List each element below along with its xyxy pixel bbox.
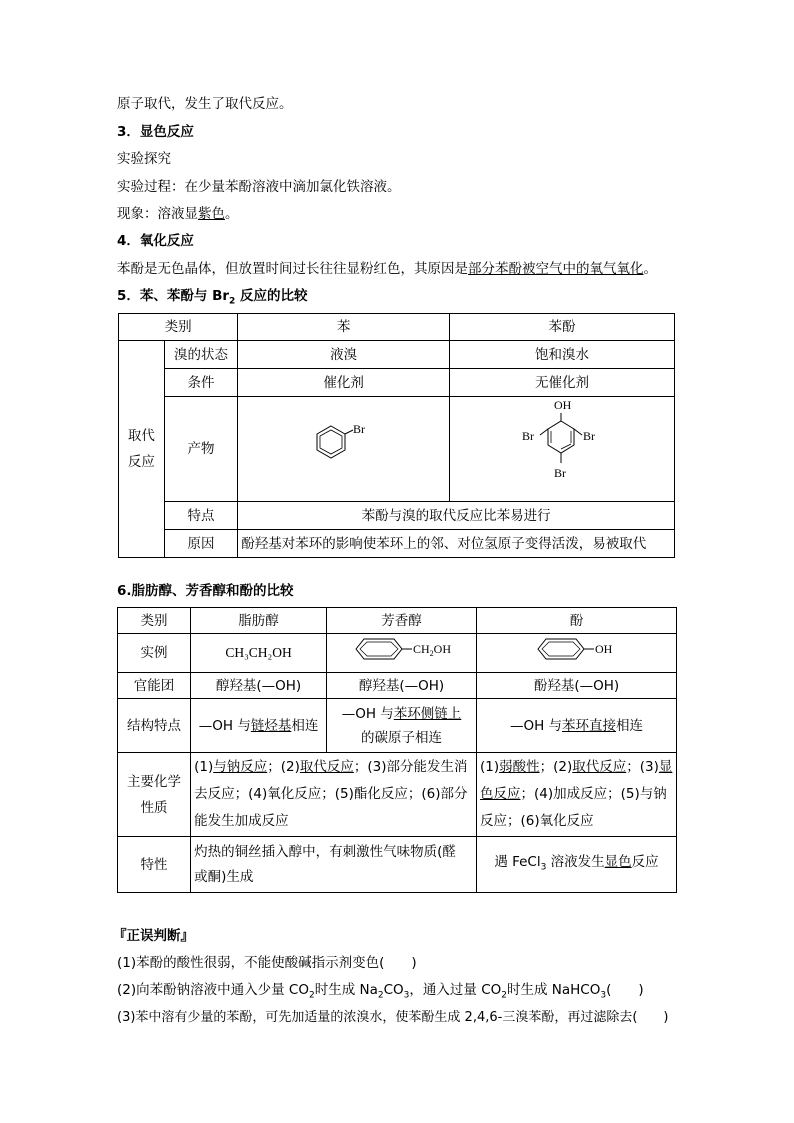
alcohol-chemical-properties: (1)与钠反应；(2)取代反应；(3)部分能发生消 去反应；(4)氧化反应；(5)酯化反应；(6)部分 能发生加成反应: [191, 753, 477, 837]
benzene-condition: 催化剂: [238, 369, 450, 397]
aromatic-functional-group: 醇羟基(—OH): [327, 673, 477, 699]
row-label-condition: 条件: [164, 369, 237, 397]
t2-row-label-example: 实例: [118, 634, 191, 673]
bromobenzene-diagram: [309, 420, 379, 470]
aromatic-structure: —OH 与苯环侧链上 的碳原子相连: [327, 699, 477, 753]
t2-header-category: 类别: [118, 608, 191, 634]
phenol-bromine-state: 饱和溴水: [450, 341, 675, 369]
t2-row-label-structure: 结构特点: [118, 699, 191, 753]
benzene-phenol-comparison-table: [118, 313, 675, 558]
header-category: 类别: [119, 314, 238, 341]
t2-row-label-characteristic: 特性: [118, 837, 191, 893]
judgement-q2: (2)向苯酚钠溶液中通入少量 $CO_2$时生成 $Na_2CO_3$，通入过量 $CO_2$时生成 NaHCO$_3$( ): [117, 982, 644, 1001]
br-left-label: Br: [522, 429, 535, 443]
judgement-q3: (3)苯中溶有少量的苯酚，可先加适量的浓溴水，使苯酚生成 2,4,6-三溴苯酚，再过滤除去( ): [117, 1010, 669, 1025]
header-phenol: 苯酚: [450, 314, 675, 341]
feature-value: 苯酚与溴的取代反应比苯易进行: [238, 502, 675, 530]
t2-header-aromatic-alcohol: 芳香醇: [327, 608, 477, 634]
t2-header-fatty-alcohol: 脂肪醇: [191, 608, 327, 634]
fatty-structure: —OH 与链烃基相连: [191, 699, 327, 753]
section-heading-3: 3．显色反应: [117, 124, 194, 140]
phenol-structure-feature: —OH 与苯环直接相连: [476, 699, 676, 753]
oh-label: OH: [554, 398, 572, 412]
bromobenzene-structure: [238, 397, 450, 502]
phenol-functional-group: 酚羟基(—OH): [476, 673, 676, 699]
phenol-diagram: [526, 634, 626, 664]
reason-value: 酚羟基对苯环的影响使苯环上的邻、对位氢原子变得活泼，易被取代: [238, 530, 675, 558]
header-benzene: 苯: [238, 314, 450, 341]
experiment-process: 实验过程：在少量苯酚溶液中滴加氯化铁溶液。: [117, 179, 401, 195]
benzyl-alcohol-diagram: [342, 634, 462, 664]
alcohol-phenol-comparison-table: [117, 607, 677, 893]
benzene-bromine-state: 液溴: [238, 341, 450, 369]
t2-header-phenol: 酚: [476, 608, 676, 634]
t2-row-label-chemical-properties: 主要化学 性质: [118, 753, 191, 837]
tribromophenol-diagram: [512, 397, 612, 493]
phenol-characteristic: 遇 FeCl$_3$ 溶液发生显色反应: [476, 837, 676, 893]
phenomenon-line: 现象：溶液显紫色。: [117, 206, 239, 222]
br-label: Br: [352, 422, 365, 436]
group-substitution: 取代 反应: [119, 341, 165, 558]
benzyl-alcohol-structure: [327, 634, 477, 673]
br-bottom-label: Br: [554, 466, 567, 480]
judgement-title: 『正误判断』: [113, 928, 194, 944]
alcohol-characteristic: 灼热的铜丝插入醇中，有刺激性气味物质(醛 或酮)生成: [191, 837, 477, 893]
row-label-bromine-state: 溴的状态: [164, 341, 237, 369]
phenol-oh-label: OH: [595, 642, 613, 656]
row-label-feature: 特点: [164, 502, 237, 530]
br-right-label: Br: [583, 429, 596, 443]
judgement-q1: (1)苯酚的酸性很弱，不能使酸碱指示剂变色( ): [117, 955, 417, 971]
ch2oh-label: $CH_2OH$: [412, 642, 451, 658]
tribromophenol-structure: [450, 397, 675, 502]
row-label-reason: 原因: [164, 530, 237, 558]
experiment-label: 实验探究: [117, 151, 171, 167]
fatty-functional-group: 醇羟基(—OH): [191, 673, 327, 699]
t2-row-label-functional-group: 官能团: [118, 673, 191, 699]
oxidation-text: 苯酚是无色晶体，但放置时间过长往往显粉红色，其原因是部分苯酚被空气中的氧气氧化。: [117, 261, 657, 277]
text-line-1: 原子取代，发生了取代反应。: [117, 96, 293, 112]
section-heading-4: 4．氧化反应: [117, 233, 194, 249]
section-heading-5: 5．苯、苯酚与 $Br_2$ 反应的比较: [117, 288, 308, 307]
row-label-product: 产物: [164, 397, 237, 502]
phenol-chemical-properties: (1)弱酸性；(2)取代反应；(3)显 色反应；(4)加成反应；(5)与钠 反应；(6)氧化反应: [476, 753, 676, 837]
phenol-condition: 无催化剂: [450, 369, 675, 397]
section-heading-6: 6.脂肪醇、芳香醇和酚的比较: [117, 583, 294, 599]
ethanol-formula: CH₃CH₂OH: [191, 634, 327, 673]
phenol-structure: [476, 634, 676, 673]
